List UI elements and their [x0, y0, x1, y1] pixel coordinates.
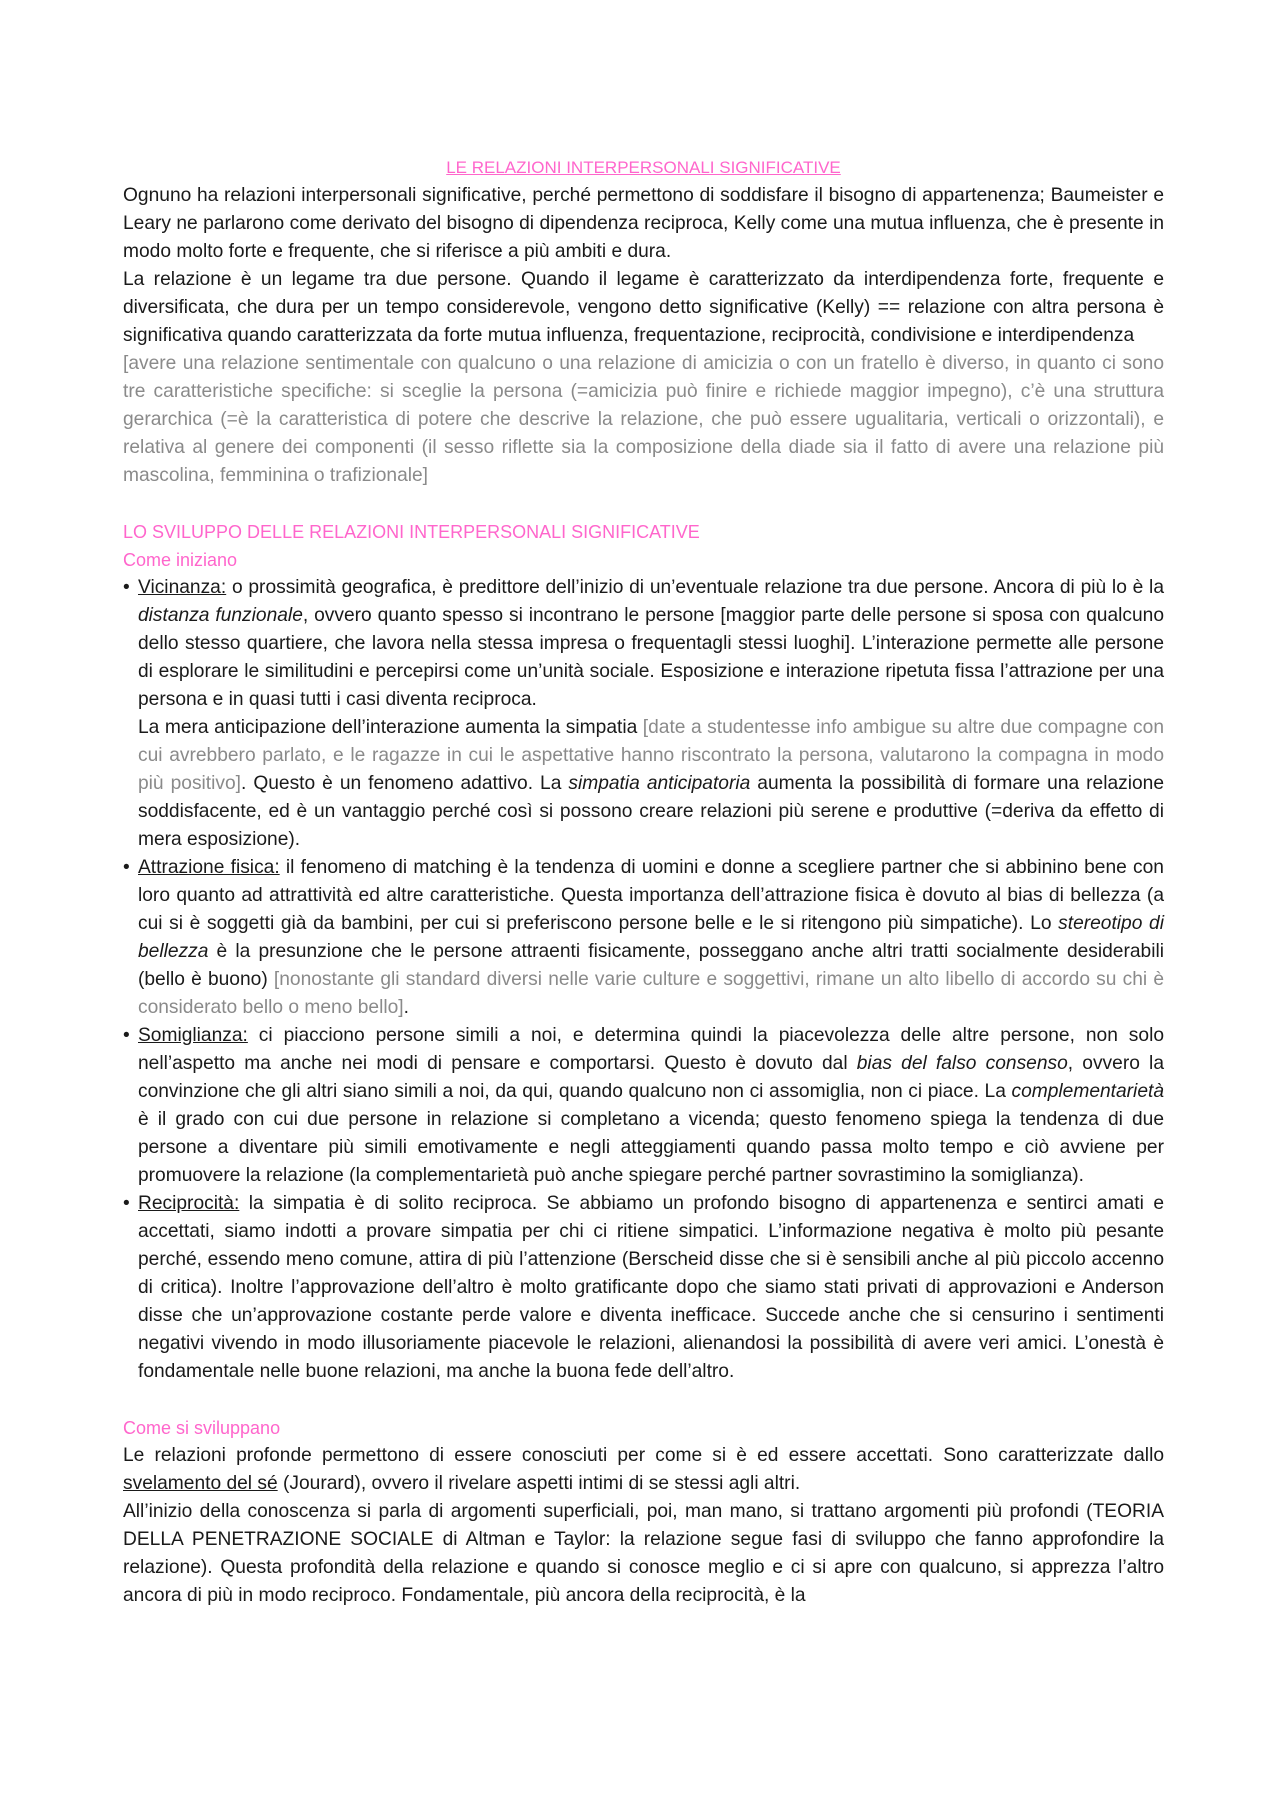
text-run: è il grado con cui due persone in relazione si completano a vicenda; questo fenomeno spiega la tendenza di due persone a diventare più simili emotivamente e negli atteggiamenti quando passa molto tempo e ciò avviene per promuovere la relazione (la complementarietà può anche spiegare perché partner sovrastimino la somiglianza). [138, 1109, 1164, 1186]
text-run: il fenomeno di matching è la tendenza di uomini e donne a scegliere partner che si abbinino bene con loro quanto ad attrattività ed altre caratteristiche. Questa importanza dell’attrazione fisica è dovuto al bias di bellezza (a cui si è soggetti già da bambini, per cui si preferiscono persone belle e le si ritengono più simpatiche). Lo [138, 857, 1164, 934]
text-run: la simpatia è di solito reciproca. Se abbiamo un profondo bisogno di appartenenza e sentirci amati e accettati, siamo indotti a provare simpatia per chi ci ritiene simpatici. L’informazione negativa è molto più pesante perché, essendo meno comune, attira di più l’attenzione (Berscheid disse che si è sensibili anche al più piccolo accenno di critica). Inoltre l’approvazione dell’altro è molto gratificante dopo che siamo stati privati di approvazioni e Anderson disse che un’approvazione costante perde valore e diventa inefficace. Succede anche che si censurino i sentimenti negativi vivendo in modo illusoriamente piacevole le relazioni, alienandosi la possibilità di avere veri amici. L’onestà è fondamentale nelle buone relazioni, ma anche la buona fede dell’altro. [138, 1193, 1164, 1382]
text-run: , ovvero la convinzione che gli altri siano simili a noi, da qui, quando qualcuno non ci assomiglia, non ci piace. La [138, 1053, 1164, 1102]
text-run: La mera anticipazione dell’interazione aumenta la simpatia [138, 717, 643, 738]
grey-note: [date a studentesse info ambigue su altre due compagne con cui avrebbero parlato, e le ragazze in cui le aspettative hanno riscontrato la persona, valutarono la compagna in modo più positivo] [138, 717, 1164, 794]
list-item-somiglianza [123, 1022, 1164, 1190]
subsection-come-iniziano: Come iniziano [123, 550, 238, 570]
intro-paragraph-1: Ognuno ha relazioni interpersonali significative, perché permettono di soddisfare il bisogno di appartenenza; Baumeister e Leary ne parlarono come derivato del bisogno di dipendenza reciproca, Kelly come una mutua influenza, che è presente in modo molto forte e frequente, che si riferisce a più ambiti e dura. [123, 185, 1164, 262]
italic-term: bias del falso consenso [856, 1053, 1068, 1074]
italic-term: complementarietà [1011, 1081, 1164, 1102]
grey-note: [nonostante gli standard diversi nelle varie culture e soggettivi, rimane un alto libello di accordo su chi è considerato bello o meno bello] [138, 969, 1164, 1018]
spacer [123, 490, 1164, 518]
underlined-term: svelamento del sé [123, 1473, 278, 1494]
list-item-reciprocita [123, 1190, 1164, 1386]
intro-paragraph-2: La relazione è un legame tra due persone. Quando il legame è caratterizzato da interdipendenza forte, frequente e diversificata, che dura per un tempo considerevole, vengono detto significative (Kelly) == relazione con altra persona è significativa quando caratterizzata da forte mutua influenza, frequentazione, reciprocità, condivisione e interdipendenza [123, 269, 1164, 346]
text-run: , ovvero quanto spesso si incontrano le persone [maggior parte delle persone si sposa con qualcuno dello stesso quartiere, che lavora nella stessa impresa o frequentagli stessi luoghi]. L’interazione permette alle persone di esplorare le similitudini e percepirsi come un’unità sociale. Esposizione e interazione ripetuta fissa l’attrazione per una persona e in quasi tutti i casi diventa reciproca. [138, 605, 1164, 710]
term-attrazione: Attrazione fisica: [138, 857, 280, 878]
list-item-attrazione [123, 854, 1164, 1022]
text-run: . [403, 997, 409, 1018]
text-run: (Jourard), ovvero il rivelare aspetti intimi di se stessi agli altri. [277, 1473, 801, 1494]
text-run: . Questo è un fenomeno adattivo. La [241, 773, 569, 794]
italic-term: distanza funzionale [138, 605, 303, 626]
italic-term: simpatia anticipatoria [568, 773, 751, 794]
italic-term: stereotipo di bellezza [138, 913, 1164, 962]
text-run: Le relazioni profonde permettono di essere conosciuti per come si è ed essere accettati. Sono caratterizzate dallo [123, 1445, 1164, 1466]
text-run: aumenta la possibilità di formare una relazione soddisfacente, ed è un vantaggio perché così si possono creare relazioni più serene e produttive (=deriva da effetto di mera esposizione). [138, 773, 1164, 850]
term-somiglianza: Somiglianza: [138, 1025, 248, 1046]
spacer [123, 1386, 1164, 1414]
document-page [123, 154, 1164, 1610]
subsection-come-si-sviluppano: Come si sviluppano [123, 1418, 281, 1438]
term-reciprocita: Reciprocità: [138, 1193, 240, 1214]
term-vicinanza: Vicinanza: [138, 577, 227, 598]
factors-list [123, 574, 1164, 1386]
list-item-vicinanza [123, 574, 1164, 854]
sviluppo-paragraph-2: All’inizio della conoscenza si parla di argomenti superficiali, poi, man mano, si trattano argomenti più profondi (TEORIA DELLA PENETRAZIONE SOCIALE di Altman e Taylor: la relazione segue fasi di sviluppo che fanno approfondire la relazione). Questa profondità della relazione e quando si conosce meglio e ci si apre con qualcuno, si apprezza l’altro ancora di più in modo reciproco. Fondamentale, più ancora della reciprocità, è la [123, 1501, 1164, 1606]
sviluppo-paragraph-1 [123, 1442, 1164, 1498]
text-run: ci piacciono persone simili a noi, e determina quindi la piacevolezza delle altre persone, non solo nell’aspetto ma anche nei modi di pensare e comportarsi. Questo è dovuto dal [138, 1025, 1164, 1074]
page-title: LE RELAZIONI INTERPERSONALI SIGNIFICATIVE [446, 158, 841, 177]
text-run: è la presunzione che le persone attraenti fisicamente, posseggano anche altri tratti socialmente desiderabili (bello è buono) [138, 941, 1164, 990]
text-run: o prossimità geografica, è predittore dell’inizio di un’eventuale relazione tra due persone. Ancora di più lo è la [226, 577, 1164, 598]
section-title: LO SVILUPPO DELLE RELAZIONI INTERPERSONALI SIGNIFICATIVE [123, 522, 700, 542]
intro-note: [avere una relazione sentimentale con qualcuno o una relazione di amicizia o con un fratello è diverso, in quanto ci sono tre caratteristiche specifiche: si sceglie la persona (=amicizia può finire e richiede maggior impegno), c’è una struttura gerarchica (=è la caratteristica di potere che descrive la relazione, che può essere ugualitaria, verticali o orizzontali), e relativa al genere dei componenti (il sesso riflette sia la composizione della diade sia il fatto di avere una relazione più mascolina, femminina o trafizionale] [123, 353, 1164, 486]
